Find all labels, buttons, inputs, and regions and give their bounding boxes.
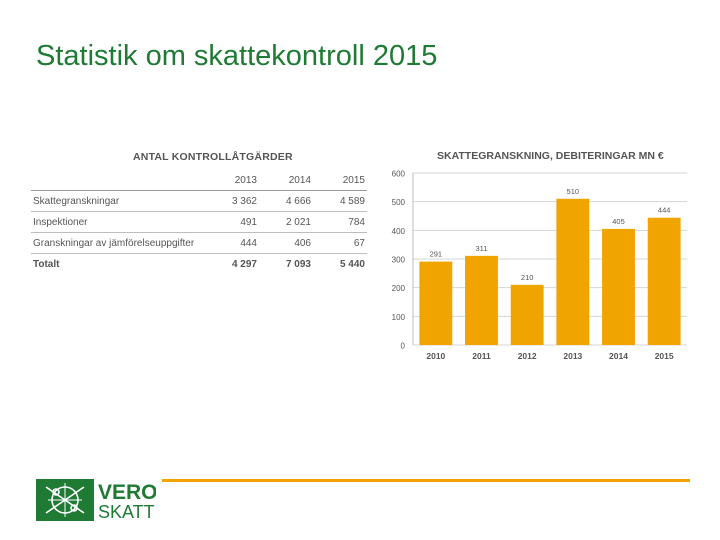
row-label: Inspektioner (31, 212, 205, 233)
table-header-cell (31, 170, 205, 191)
table-total-row (31, 254, 367, 275)
table-header-cell: 2014 (259, 170, 313, 191)
table-row (31, 233, 367, 254)
y-tick-label: 0 (400, 341, 405, 351)
bar (465, 256, 498, 345)
x-tick-label: 2014 (609, 351, 628, 361)
table-row (31, 191, 367, 212)
table-header-cell: 2015 (313, 170, 367, 191)
bar (511, 285, 544, 345)
debit-bar-chart (385, 145, 695, 370)
table-cell: 444 (205, 233, 259, 254)
control-actions-table (31, 170, 367, 274)
data-label: 291 (429, 249, 443, 259)
total-cell: 7 093 (259, 254, 313, 275)
data-label: 210 (520, 272, 534, 282)
data-label: 405 (612, 216, 625, 226)
y-tick-label: 100 (391, 312, 405, 322)
table-cell: 784 (313, 212, 367, 233)
table-cell: 406 (259, 233, 313, 254)
table-header-cell: 2013 (205, 170, 259, 191)
y-tick-label: 300 (391, 255, 405, 265)
logo-text-skatt: SKATT (98, 502, 155, 521)
data-label: 444 (657, 205, 671, 215)
slide-title: Statistik om skattekontroll 2015 (36, 40, 438, 72)
x-tick-label: 2011 (472, 351, 491, 361)
table-cell: 491 (205, 212, 259, 233)
table-cell: 3 362 (205, 191, 259, 212)
table-cell: 2 021 (259, 212, 313, 233)
chart-title: SKATTEGRANSKNING, DEBITERINGAR MN € (437, 150, 664, 162)
bar (648, 218, 681, 345)
x-tick-label: 2010 (426, 351, 446, 361)
data-label: 311 (475, 243, 488, 253)
data-label: 510 (566, 186, 580, 196)
table-cell: 4 589 (313, 191, 367, 212)
total-cell: 5 440 (313, 254, 367, 275)
bar (602, 229, 635, 345)
table-cell: 67 (313, 233, 367, 254)
x-tick-label: 2015 (654, 351, 674, 361)
total-cell: 4 297 (205, 254, 259, 275)
logo-text-vero: VERO (98, 481, 156, 504)
vero-skatt-logo (36, 479, 156, 521)
x-tick-label: 2013 (563, 351, 583, 361)
x-tick-label: 2012 (517, 351, 537, 361)
table-header-row (31, 170, 367, 191)
bar (419, 262, 452, 345)
table-row (31, 212, 367, 233)
table-title: ANTAL KONTROLLÅTGÄRDER (133, 151, 293, 163)
y-tick-label: 200 (391, 284, 405, 294)
y-tick-label: 600 (391, 169, 405, 179)
row-label: Skattegranskningar (31, 191, 205, 212)
tax-emblem-icon (36, 479, 156, 521)
total-label: Totalt (31, 254, 205, 275)
y-tick-label: 500 (391, 198, 405, 208)
footer-divider (162, 479, 690, 482)
bar (556, 199, 589, 345)
row-label: Granskningar av jämförelseuppgifter (31, 233, 205, 254)
y-tick-label: 400 (391, 226, 405, 236)
table-cell: 4 666 (259, 191, 313, 212)
